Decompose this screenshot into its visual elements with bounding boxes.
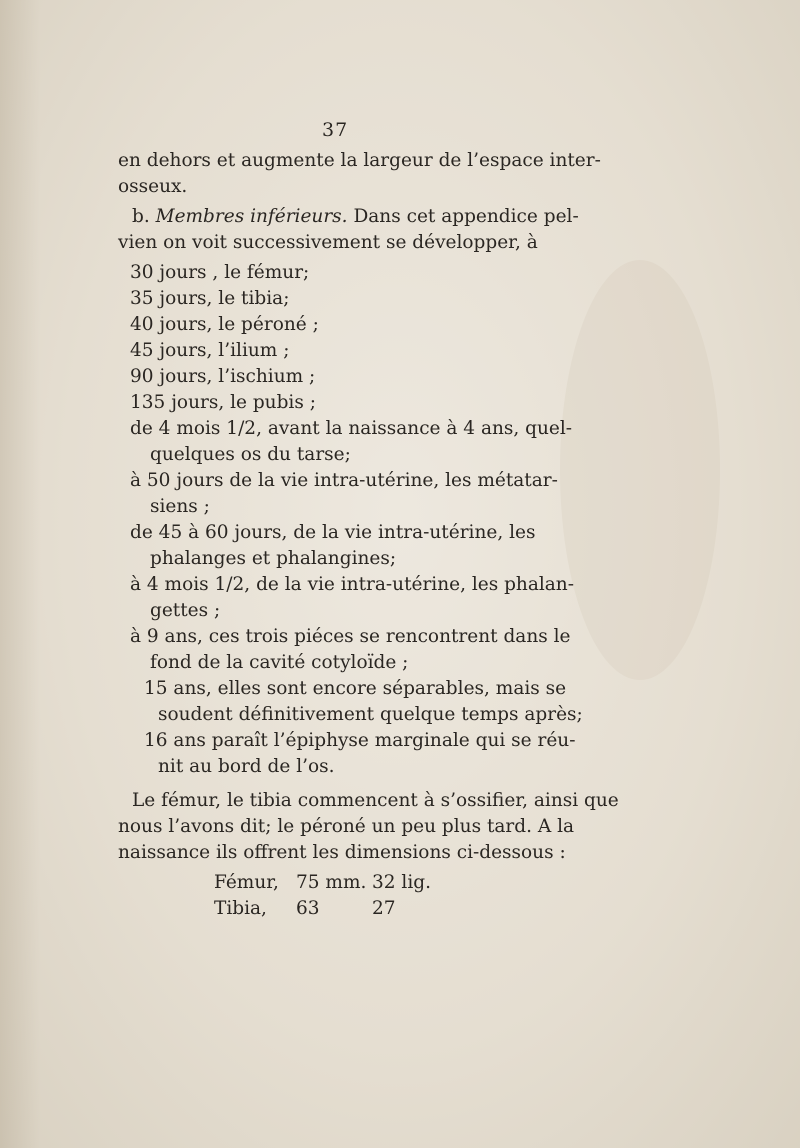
page-edge-shadow bbox=[0, 0, 40, 1148]
paper-stain bbox=[560, 260, 720, 680]
length-lig: 32 lig. bbox=[372, 872, 431, 893]
text-line bbox=[118, 230, 538, 256]
list-item: 16 ans paraît l’épiphyse marginale qui se réu- bbox=[144, 730, 576, 751]
list-item: à 4 mois 1/2, de la vie intra-utérine, les phalan- bbox=[130, 574, 574, 595]
list-item: à 9 ans, ces trois piéces se rencontrent dans le bbox=[130, 626, 571, 647]
list-item-continuation: quelques os du tarse; bbox=[150, 444, 351, 465]
list-item-continuation: siens ; bbox=[150, 496, 210, 517]
line-text: vien on voit successivement se développer, à bbox=[118, 232, 538, 253]
measurement-row bbox=[214, 896, 538, 922]
list-item-continuation: soudent définitivement quelque temps après; bbox=[158, 704, 583, 725]
bone-name: Fémur, bbox=[214, 872, 279, 893]
measurement-row bbox=[214, 870, 538, 896]
list-item: 45 jours, l’ilium ; bbox=[130, 340, 290, 361]
length-lig: 27 bbox=[372, 898, 396, 919]
list-item-continuation: gettes ; bbox=[150, 600, 221, 621]
line-text: osseux. bbox=[118, 176, 188, 197]
list-item: 135 jours, le pubis ; bbox=[130, 392, 316, 413]
text-line: nous l’avons dit; le péroné un peu plus tard. A la bbox=[118, 816, 575, 837]
text-line bbox=[118, 174, 538, 200]
list-item: 15 ans, elles sont encore séparables, mais se bbox=[144, 678, 567, 699]
line-text: Dans cet appendice pel- bbox=[353, 206, 579, 227]
list-item: à 50 jours de la vie intra-utérine, les métatar- bbox=[130, 470, 558, 491]
list-item-continuation: fond de la cavité cotyloïde ; bbox=[150, 652, 409, 673]
list-item: 40 jours, le péroné ; bbox=[130, 314, 319, 335]
section-label: b. bbox=[132, 206, 150, 227]
list-item: 90 jours, l’ischium ; bbox=[130, 366, 316, 387]
list-item: de 45 à 60 jours, de la vie intra-utérine, les bbox=[130, 522, 536, 543]
list-item: 30 jours , le fémur; bbox=[130, 262, 310, 283]
page-body bbox=[118, 148, 619, 922]
bone-name: Tibia, bbox=[214, 898, 267, 919]
page-number: 37 bbox=[322, 119, 349, 141]
list-item: de 4 mois 1/2, avant la naissance à 4 ans, quel- bbox=[130, 418, 573, 439]
text-line: Le fémur, le tibia commencent à s’ossifier, ainsi que bbox=[132, 790, 619, 811]
line-text: en dehors et augmente la largeur de l’espace inter- bbox=[118, 150, 601, 171]
measurement-table bbox=[118, 870, 538, 922]
section-heading-line bbox=[118, 204, 579, 230]
length-mm: 75 mm. bbox=[296, 872, 367, 893]
text-line: naissance ils offrent les dimensions ci-dessous : bbox=[118, 842, 566, 863]
list-item: 35 jours, le tibia; bbox=[130, 288, 290, 309]
length-mm: 63 bbox=[296, 898, 320, 919]
list-item-continuation: nit au bord de l’os. bbox=[158, 756, 335, 777]
list-item-continuation: phalanges et phalangines; bbox=[150, 548, 397, 569]
text-line bbox=[118, 148, 601, 174]
section-title: Membres inférieurs. bbox=[155, 206, 348, 227]
